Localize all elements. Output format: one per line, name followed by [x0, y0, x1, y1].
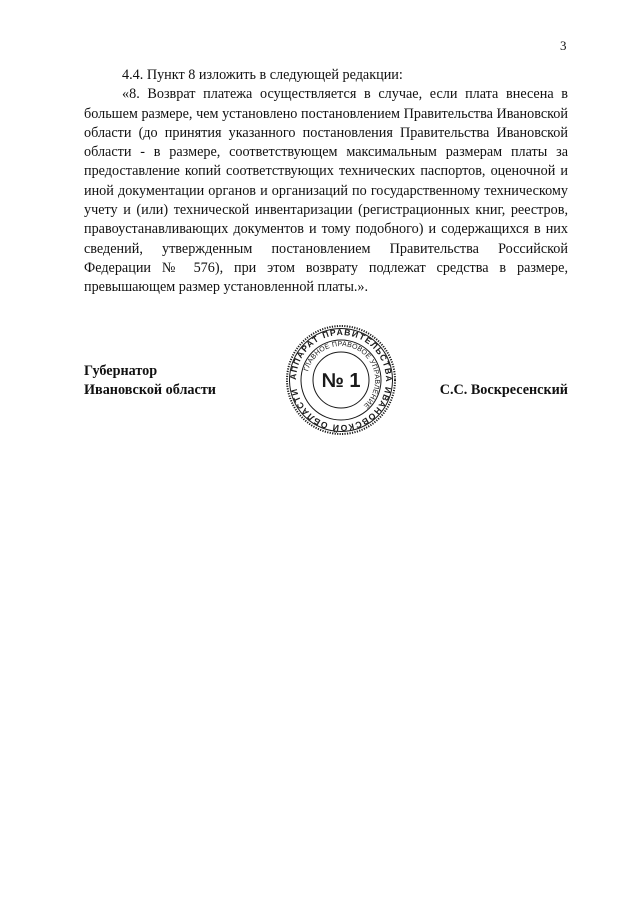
seal-number: № 1 — [321, 370, 361, 392]
signatory-title-line2: Ивановской области — [84, 382, 216, 398]
page-number: 3 — [560, 38, 567, 53]
document-body — [84, 66, 568, 298]
signatory-title-line1: Губернатор — [84, 363, 158, 379]
official-seal — [285, 324, 397, 436]
seal-inner-text: ГЛАВНОЕ ПРАВОВОЕ УПРАВЛЕНИЕ — [303, 340, 381, 410]
signatory-name: С.С. Воскресенский — [439, 382, 568, 398]
seal-ring-text: АППАРАТ ПРАВИТЕЛЬСТВА ИВАНОВСКОЙ ОБЛАСТИ — [287, 326, 395, 434]
item-body: «8. Возврат платежа осуществляется в случае, если плата внесена в большем размере, чем установлено постановлением Правительства Ивановской области (до принятия указанного постановления Правительства Ивановской области - в размере, соответствующем максимальным размерам платы за предоставление копий соответствующих технических паспортов, оценочной и иной документации органов и организаций по государственному техническому учету и (или) технической инвентаризации (регистрационных книг, реестров, правоустанавливающих документов и тому подобного) и содержащихся в них сведений, утвержденным постановлением Правительства Российской Федерации № 576), при этом возврату подлежат средства в размере, превышающем размер установленной платы.». — [84, 86, 568, 296]
item-heading: 4.4. Пункт 8 изложить в следующей редакции: — [122, 67, 403, 83]
